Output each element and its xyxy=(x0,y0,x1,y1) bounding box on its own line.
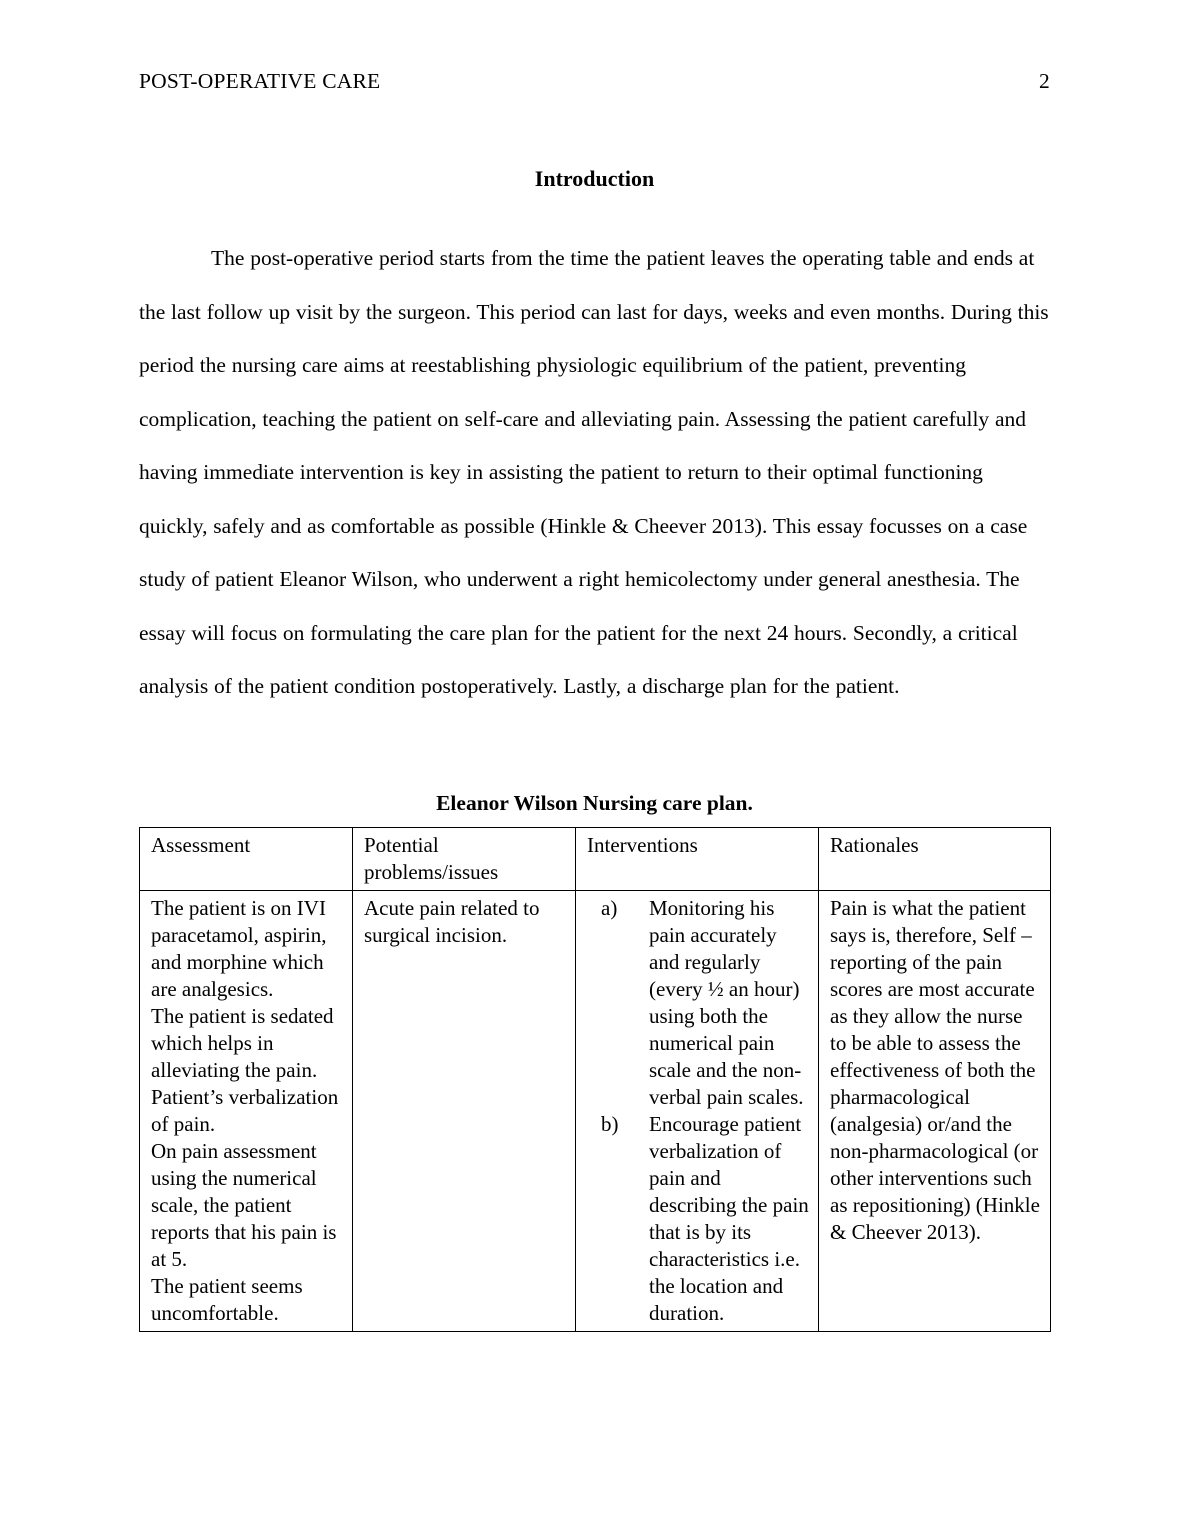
section-heading-introduction: Introduction xyxy=(534,166,655,191)
list-marker: b) xyxy=(601,1112,619,1136)
list-item xyxy=(587,895,809,1111)
table-caption: Eleanor Wilson Nursing care plan. xyxy=(436,791,753,815)
list-marker: a) xyxy=(601,896,618,920)
running-head xyxy=(139,68,1050,94)
column-header-rationales: Rationales xyxy=(819,828,1051,891)
list-item-text: Monitoring his pain accurately and regularly (every ½ an hour) using both the numerical pain scale and the non-verbal pain scales. xyxy=(649,896,804,1109)
running-head-title: POST-OPERATIVE CARE xyxy=(139,69,381,93)
table-header-row xyxy=(140,828,1051,891)
page-bottom-margin xyxy=(0,1395,1190,1540)
interventions-list xyxy=(587,895,809,1327)
table-row xyxy=(140,891,1051,1332)
column-header-interventions: Interventions xyxy=(576,828,819,891)
page-number: 2 xyxy=(1039,69,1050,93)
assessment-line: The patient is on IVI paracetamol, aspirin, and morphine which are analgesics. xyxy=(151,896,327,1001)
cell-interventions xyxy=(576,891,819,1332)
cell-rationales: Pain is what the patient says is, therefore, Self – reporting of the pain scores are most accurate as they allow the nurse to be able to assess the effectiveness of both the pharmacological (analgesia) or/and the non-pharmacological (or other interventions such as repositioning) (Hinkle & Cheever 2013). xyxy=(819,891,1051,1332)
assessment-line: The patient is sedated which helps in alleviating the pain. xyxy=(151,1004,334,1082)
assessment-line: Patient’s verbalization of pain. xyxy=(151,1085,339,1136)
column-header-potential-problems: Potential problems/issues xyxy=(353,828,576,891)
assessment-line: The patient seems uncomfortable. xyxy=(151,1274,303,1325)
body-text-block xyxy=(139,232,1057,714)
column-header-assessment: Assessment xyxy=(140,828,353,891)
cell-potential-problems: Acute pain related to surgical incision. xyxy=(353,891,576,1332)
cell-assessment xyxy=(140,891,353,1332)
assessment-line: On pain assessment using the numerical scale, the patient reports that his pain is at 5. xyxy=(151,1139,337,1271)
intro-paragraph: The post-operative period starts from the time the patient leaves the operating table and ends at the last follow up visit by the surgeon. This period can last for days, weeks and even months. During this period the nursing care aims at reestablishing physiologic equilibrium of the patient, preventing complication, teaching the patient on self-care and alleviating pain. Assessing the patient carefully and having immediate intervention is key in assisting the patient to return to their optimal functioning quickly, safely and as comfortable as possible (Hinkle & Cheever 2013). This essay focusses on a case study of patient Eleanor Wilson, who underwent a right hemicolectomy under general anesthesia. The essay will focus on formulating the care plan for the patient for the next 24 hours. Secondly, a critical analysis of the patient condition postoperatively. Lastly, a discharge plan for the patient. xyxy=(139,246,1049,698)
nursing-care-plan-table xyxy=(139,827,1051,1332)
list-item xyxy=(587,1111,809,1327)
list-item-text: Encourage patient verbalization of pain and describing the pain that is by its characteristics i.e. the location and duration. xyxy=(649,1112,809,1325)
